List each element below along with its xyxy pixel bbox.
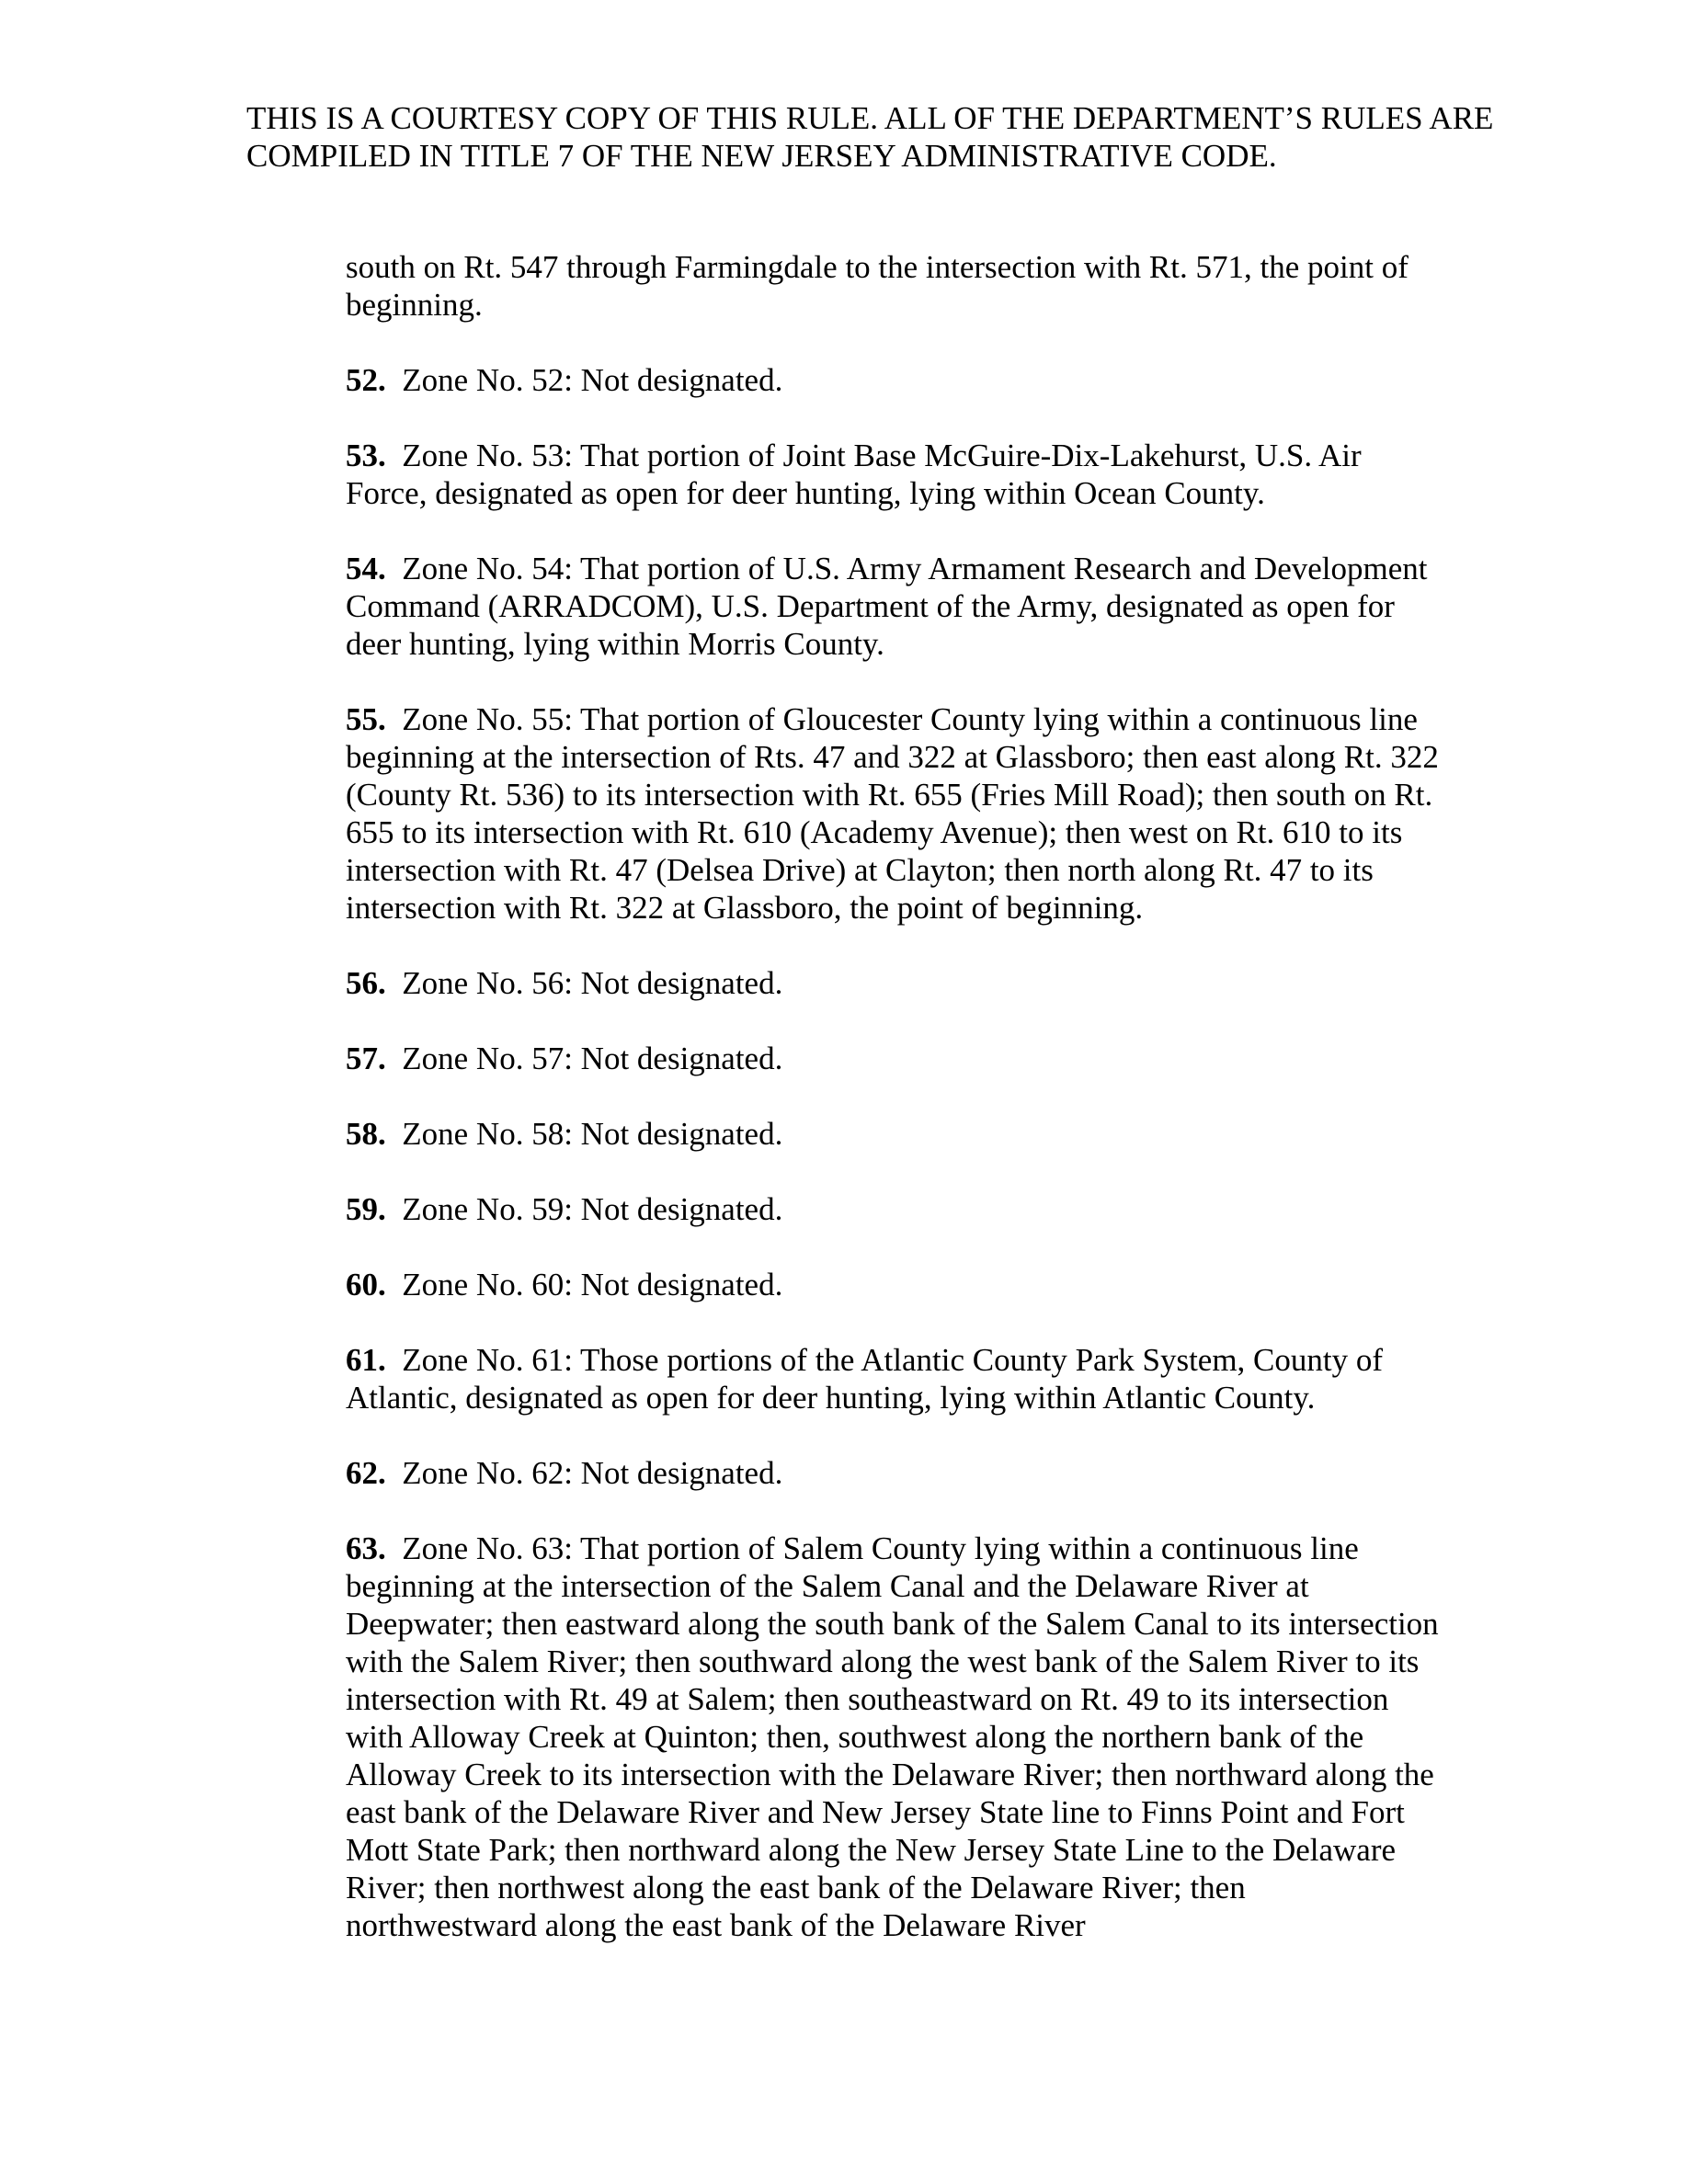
zone-text: Zone No. 58: Not designated. — [402, 1116, 783, 1152]
zone-56 — [346, 964, 1442, 1002]
zone-number: 54. — [346, 551, 386, 586]
zone-number: 60. — [346, 1267, 386, 1302]
zone-number: 59. — [346, 1191, 386, 1227]
zone-text: Zone No. 54: That portion of U.S. Army Armament Research and Development Command (ARRADCOM), U.S. Department of the Army, designated as open for deer hunting, lying within Morris County. — [346, 551, 1428, 662]
continuation-paragraph: south on Rt. 547 through Farmingdale to the intersection with Rt. 571, the point of beginning. — [346, 249, 1409, 323]
zone-text: Zone No. 61: Those portions of the Atlantic County Park System, County of Atlantic, designated as open for deer hunting, lying within Atlantic County. — [346, 1342, 1384, 1416]
zone-text: Zone No. 52: Not designated. — [402, 362, 783, 398]
zone-number: 52. — [346, 362, 386, 398]
rule-body — [346, 248, 1442, 1982]
zone-number: 58. — [346, 1116, 386, 1152]
zone-63 — [346, 1530, 1442, 1944]
zone-58 — [346, 1115, 1442, 1153]
zone-number: 56. — [346, 965, 386, 1001]
zone-number: 55. — [346, 701, 386, 737]
zone-number: 62. — [346, 1455, 386, 1491]
zone-number: 61. — [346, 1342, 386, 1378]
zone-text: Zone No. 59: Not designated. — [402, 1191, 783, 1227]
zone-53 — [346, 437, 1442, 512]
zone-60 — [346, 1266, 1442, 1303]
zone-number: 63. — [346, 1530, 386, 1566]
zone-text: Zone No. 60: Not designated. — [402, 1267, 783, 1302]
zone-54 — [346, 550, 1442, 663]
zone-text: Zone No. 55: That portion of Gloucester County lying within a continuous line beginning at the intersection of Rts. 47 and 322 at Glassboro; then east along Rt. 322 (County Rt. 536) to its intersection with Rt. 655 (Fries Mill Road); then south on Rt. 655 to its intersection with Rt. 610 (Academy Avenue); then west on Rt. 610 to its intersection with Rt. 47 (Delsea Drive) at Clayton; then north along Rt. 47 to its intersection with Rt. 322 at Glassboro, the point of beginning. — [346, 701, 1439, 926]
zone-52 — [346, 361, 1442, 399]
zone-text: Zone No. 63: That portion of Salem County lying within a continuous line beginning at the intersection of the Salem Canal and the Delaware River at Deepwater; then eastward along the south bank of the Salem Canal to its intersection with the Salem River; then southward along the west bank of the Salem River to its intersection with Rt. 49 at Salem; then southeastward on Rt. 49 to its intersection with Alloway Creek at Quinton; then, southwest along the northern bank of the Alloway Creek to its intersection with the Delaware River; then northward along the east bank of the Delaware River and New Jersey State line to Finns Point and Fort Mott State Park; then northward along the New Jersey State Line to the Delaware River; then northwest along the east bank of the Delaware River; then northwestward along the east bank of the Delaware River — [346, 1530, 1439, 1943]
zone-62 — [346, 1454, 1442, 1492]
courtesy-notice: THIS IS A COURTESY COPY OF THIS RULE. ALL OF THE DEPARTMENT’S RULES ARE COMPILED IN TITLE 7 OF THE NEW JERSEY ADMINISTRATIVE CODE. — [246, 100, 1494, 174]
zone-number: 53. — [346, 438, 386, 473]
zone-59 — [346, 1190, 1442, 1228]
zone-number: 57. — [346, 1041, 386, 1076]
zone-text: Zone No. 62: Not designated. — [402, 1455, 783, 1491]
zone-55 — [346, 700, 1442, 927]
zone-text: Zone No. 53: That portion of Joint Base McGuire-Dix-Lakehurst, U.S. Air Force, designated as open for deer hunting, lying within Ocean County. — [346, 438, 1362, 511]
zone-57 — [346, 1040, 1442, 1077]
zone-text: Zone No. 57: Not designated. — [402, 1041, 783, 1076]
zone-61 — [346, 1341, 1442, 1416]
zone-text: Zone No. 56: Not designated. — [402, 965, 783, 1001]
